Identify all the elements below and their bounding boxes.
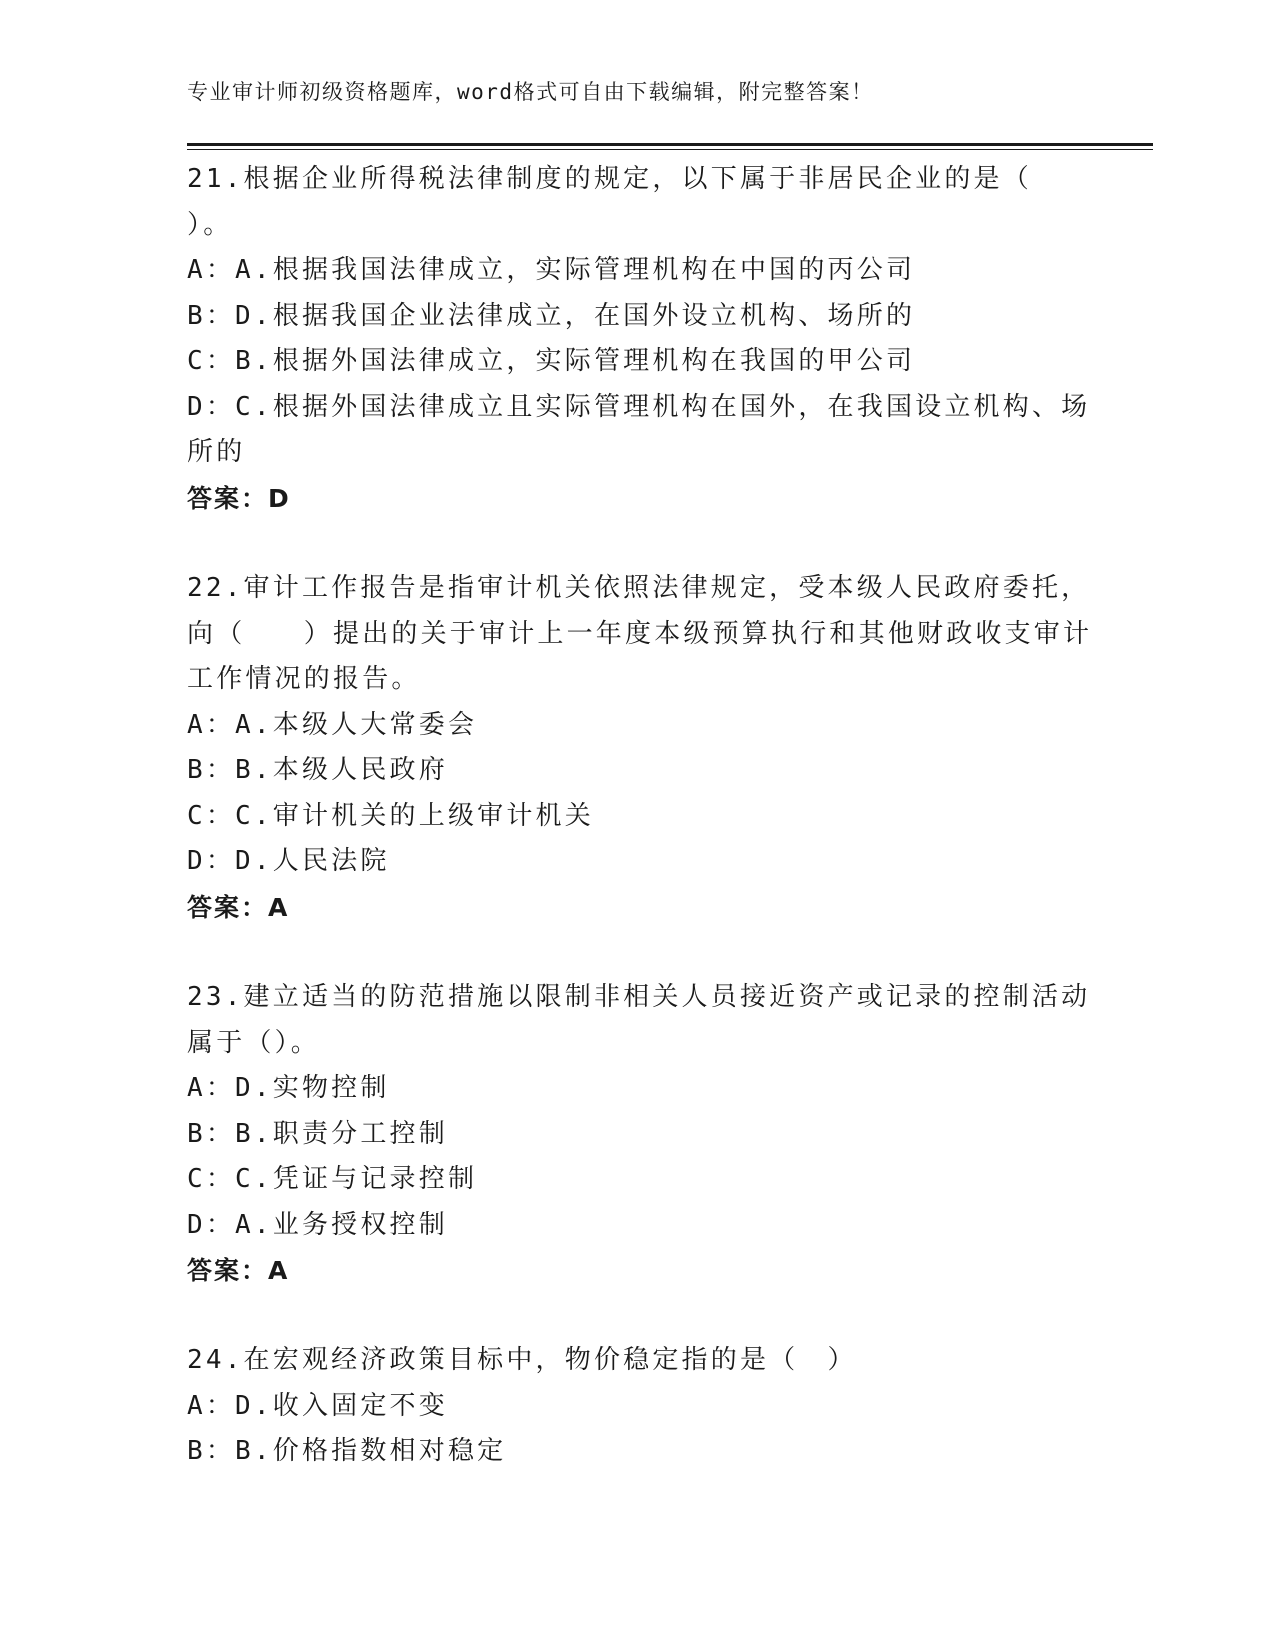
- question-21: [187, 157, 1091, 521]
- header-rule-thick: [187, 143, 1153, 146]
- question-stem: ）。: [187, 209, 233, 240]
- question-stem: 向（ ）提出的关于审计上一年度本级预算执行和其他财政收支审计: [187, 618, 1093, 649]
- option-a: A：A.本级人大常委会: [187, 709, 478, 740]
- answer: 答案：D: [187, 483, 291, 513]
- option-d-continued: 所的: [187, 437, 246, 467]
- option-a: A：D.收入固定不变: [187, 1390, 448, 1421]
- option-d: D：C.根据外国法律成立且实际管理机构在国外，在我国设立机构、场: [187, 391, 1091, 422]
- answer: 答案：A: [187, 1256, 290, 1285]
- option-c: C：C.审计机关的上级审计机关: [187, 800, 594, 831]
- option-a: A：A.根据我国法律成立，实际管理机构在中国的丙公司: [187, 255, 916, 285]
- question-stem: 23.建立适当的防范措施以限制非相关人员接近资产或记录的控制活动: [187, 982, 1091, 1012]
- answer: 答案：A: [187, 892, 290, 922]
- page-header: 专业审计师初级资格题库，word格式可自由下载编辑，附完整答案！: [187, 80, 874, 104]
- option-b: B：D.根据我国企业法律成立，在国外设立机构、场所的: [187, 300, 916, 331]
- option-d: D：A.业务授权控制: [187, 1209, 448, 1240]
- question-22: [187, 566, 1093, 930]
- question-stem: 24.在宏观经济政策目标中，物价稳定指的是（ ）: [187, 1345, 857, 1375]
- question-stem: 工作情况的报告。: [187, 664, 421, 694]
- option-b: B：B.本级人民政府: [187, 755, 448, 785]
- option-d: D：D.人民法院: [187, 846, 390, 876]
- option-b: B：B.职责分工控制: [187, 1118, 448, 1149]
- option-b: B：B.价格指数相对稳定: [187, 1436, 507, 1466]
- header-rule-thin: [187, 149, 1153, 150]
- option-c: C：C.凭证与记录控制: [187, 1164, 478, 1194]
- question-24: [187, 1338, 1087, 1475]
- option-a: A：D.实物控制: [187, 1073, 390, 1103]
- question-stem: 22.审计工作报告是指审计机关依照法律规定，受本级人民政府委托，: [187, 573, 1091, 603]
- question-23: [187, 975, 1091, 1294]
- option-c: C：B.根据外国法律成立，实际管理机构在我国的甲公司: [187, 346, 916, 376]
- question-stem: 21.根据企业所得税法律制度的规定，以下属于非居民企业的是（: [187, 164, 1032, 194]
- question-stem: 属于（）。: [187, 1027, 321, 1058]
